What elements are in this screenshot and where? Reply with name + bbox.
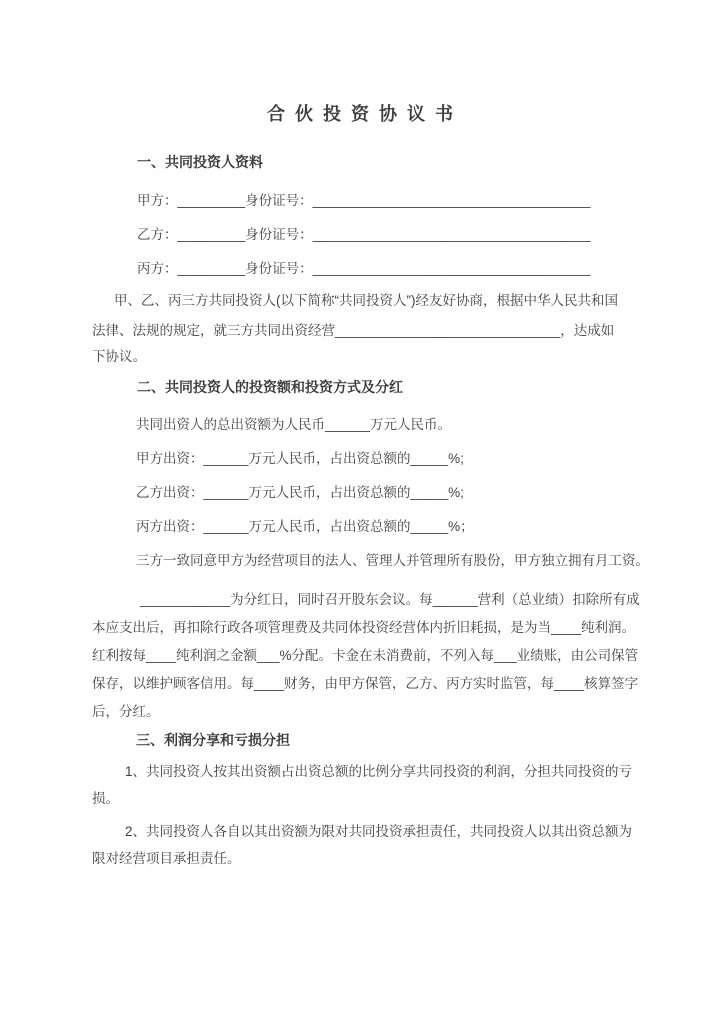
intro-paragraph-line-2: 法律、法规的规定，就三方共同出资经营______________________________，达成如: [92, 323, 615, 338]
section-2-heading: 二、共同投资人的投资额和投资方式及分红: [137, 379, 403, 395]
total-capital-line: 共同出资人的总出资额为人民币______万元人民币。: [136, 417, 452, 432]
intro-paragraph-line-1: 甲、乙、丙三方共同投资人(以下简称“共同投资人”)经友好协商，根据中华人民共和国: [114, 293, 618, 308]
dividend-paragraph-line-1: ____________为分红日，同时召开股东会议。每______营利（总业绩）扣除所有成: [140, 592, 640, 607]
clause-2-line-2: 限对经营项目承担责任。: [92, 851, 241, 866]
dividend-paragraph-line-5: 后，分红。: [92, 704, 160, 719]
clause-2-line-1: 2、共同投资人各自以其出资额为限对共同投资承担责任，共同投资人以其出资总额为: [125, 824, 633, 839]
party-b-contribution-line: 乙方出资：______万元人民币，占出资总额的_____%;: [136, 485, 464, 500]
dividend-paragraph-line-2: 本应支出后，再扣除行政各项管理费及共同体投资经营体内折旧耗损，是为当____纯利润。: [92, 620, 636, 635]
party-a-contribution-line: 甲方出资：______万元人民币，占出资总额的_____%;: [136, 451, 464, 466]
section-1-heading: 一、共同投资人资料: [137, 154, 263, 170]
section-3-heading: 三、利润分享和亏损分担: [136, 732, 290, 748]
clause-1-line-1: 1、共同投资人按其出资额占出资总额的比例分享共同投资的利润，分担共同投资的亏: [125, 764, 633, 779]
clause-1-line-2: 损。: [92, 791, 119, 806]
party-c-contribution-line: 丙方出资：______万元人民币，占出资总额的_____%；: [136, 519, 474, 534]
dividend-paragraph-line-3: 红利按每____纯利润之金额___%分配。卡金在未消费前，不列入每___业绩账，由公司保管: [92, 648, 639, 663]
party-c-line: 丙方：_________身份证号：_____________________________________: [137, 261, 591, 276]
intro-paragraph-line-3: 下协议。: [92, 349, 146, 364]
party-b-line: 乙方：_________身份证号：_____________________________________: [137, 227, 591, 242]
management-note-line: 三方一致同意甲方为经营项目的法人、管理人并管理所有股份，甲方独立拥有月工资。: [136, 553, 649, 568]
document-title: 合伙投资协议书: [267, 104, 463, 124]
dividend-paragraph-line-4: 保存，以维护顾客信用。每____财务，由甲方保管，乙方、丙方实时监管，每____核算签字: [92, 676, 639, 691]
party-a-line: 甲方：_________身份证号：_____________________________________: [137, 193, 591, 208]
